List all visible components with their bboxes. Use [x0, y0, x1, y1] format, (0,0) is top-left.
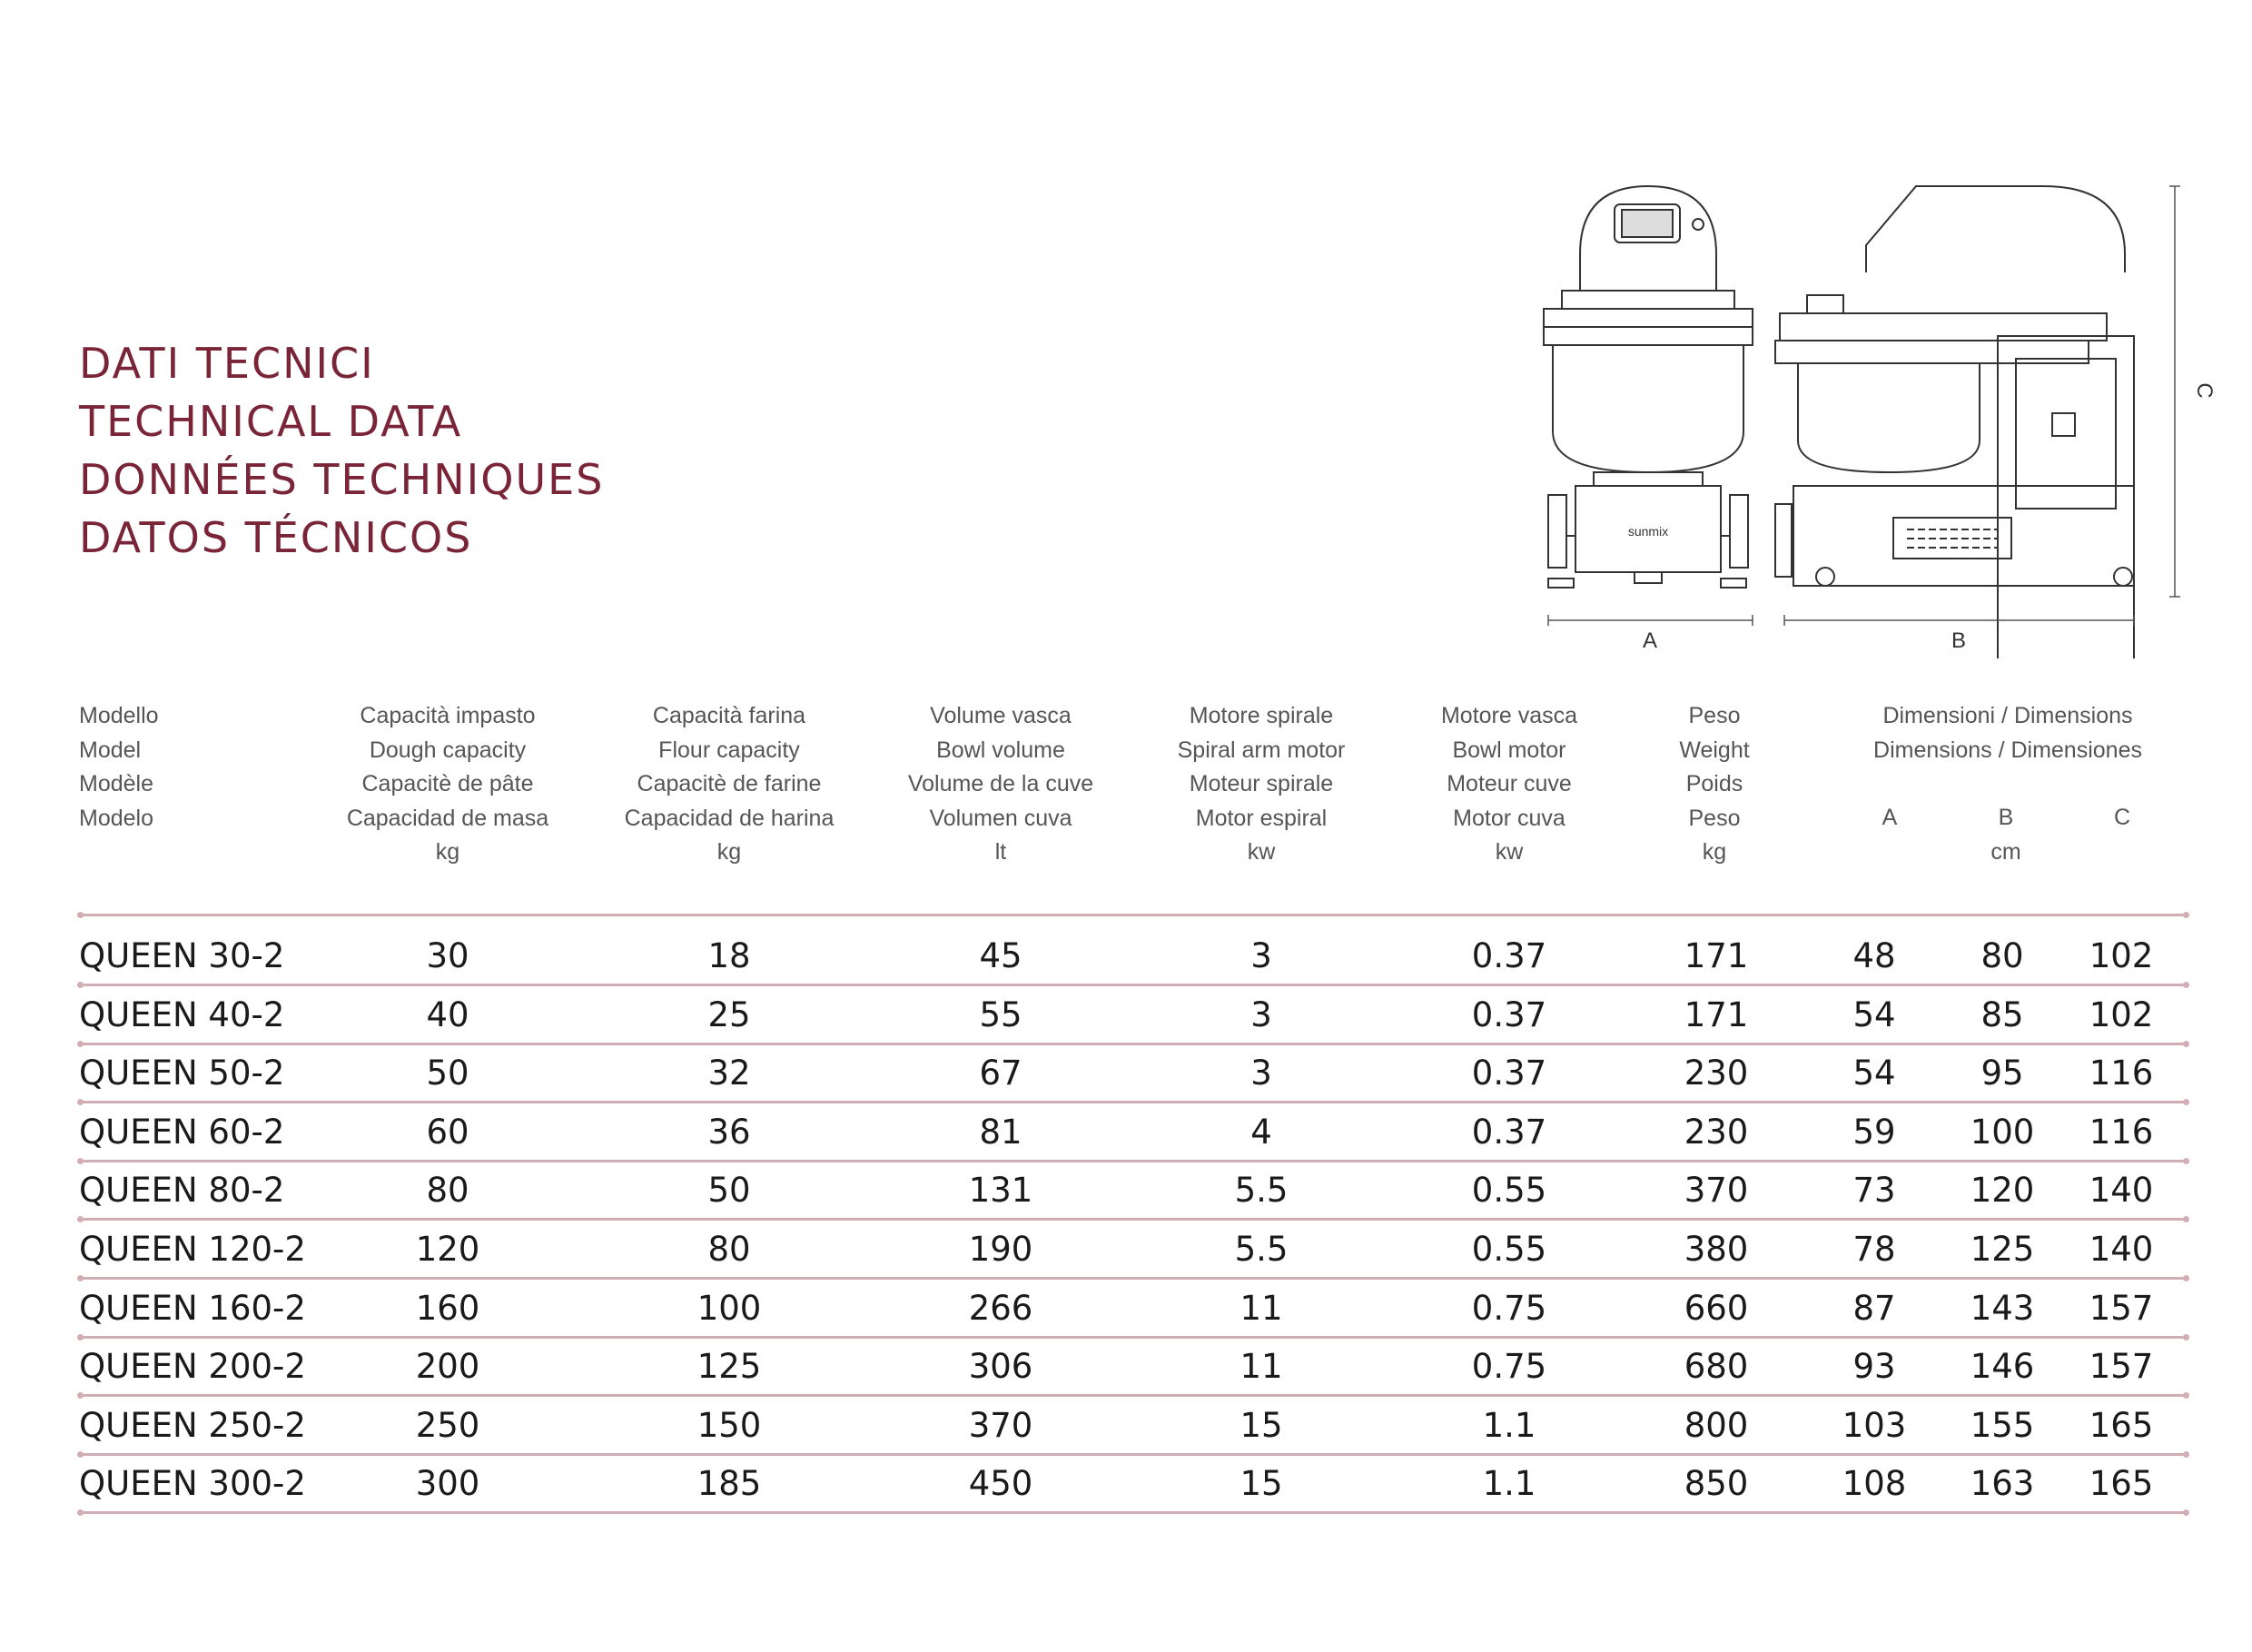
- cell-bowl: 55: [979, 994, 1022, 1034]
- cell-c: 157: [2089, 1288, 2154, 1328]
- row-separator: [80, 1160, 2187, 1162]
- cell-a: 73: [1852, 1171, 1896, 1211]
- cell-b: 125: [1970, 1230, 2035, 1269]
- header-dim-b: B: [1998, 805, 2014, 830]
- cell-dough: 200: [415, 1347, 480, 1387]
- cell-a: 87: [1852, 1288, 1896, 1328]
- cell-a: 59: [1852, 1112, 1896, 1152]
- cell-dough: 300: [415, 1464, 480, 1504]
- header-flour-capacity: Capacità farina Flour capacity Capacitè de farine Capacidad de harina kg: [624, 703, 835, 865]
- cell-flour: 50: [707, 1171, 751, 1211]
- cell-bowlmotor: 0.37: [1471, 936, 1547, 975]
- cell-flour: 32: [707, 1054, 751, 1093]
- header-weight: Peso Weight Poids Peso kg: [1679, 703, 1750, 865]
- brand-logo-text: sunmix: [1627, 524, 1669, 539]
- cell-flour: 80: [707, 1230, 751, 1269]
- row-separator: [80, 1101, 2187, 1103]
- title-en: TECHNICAL DATA: [79, 397, 463, 446]
- header-dim-a: A: [1882, 805, 1898, 830]
- cell-weight: 230: [1684, 1112, 1749, 1152]
- cell-c: 116: [2089, 1054, 2154, 1093]
- title-it: DATI TECNICI: [79, 339, 375, 388]
- cell-bowlmotor: 0.55: [1471, 1171, 1547, 1211]
- cell-weight: 680: [1684, 1347, 1749, 1387]
- cell-model: QUEEN 30-2: [79, 936, 285, 975]
- cell-model: QUEEN 250-2: [79, 1405, 306, 1445]
- header-bowl-motor: Motore vasca Bowl motor Moteur cuve Motor cuva kw: [1440, 703, 1578, 865]
- row-separator: [80, 1453, 2187, 1456]
- side-view-drawing: [1775, 186, 2134, 658]
- cell-a: 93: [1852, 1347, 1896, 1387]
- cell-c: 102: [2089, 994, 2154, 1034]
- cell-spiral: 15: [1240, 1464, 1283, 1504]
- cell-b: 143: [1970, 1288, 2035, 1328]
- cell-b: 100: [1970, 1112, 2035, 1152]
- cell-weight: 800: [1684, 1405, 1749, 1445]
- cell-spiral: 5.5: [1234, 1230, 1289, 1269]
- cell-bowl: 45: [979, 936, 1022, 975]
- cell-weight: 370: [1684, 1171, 1749, 1211]
- cell-model: QUEEN 300-2: [79, 1464, 306, 1504]
- header-spiral-motor: Motore spirale Spiral arm motor Moteur spirale Motor espiral kw: [1177, 703, 1346, 865]
- cell-c: 116: [2089, 1112, 2154, 1152]
- row-separator: [80, 1394, 2187, 1397]
- cell-b: 163: [1970, 1464, 2035, 1504]
- cell-dough: 120: [415, 1230, 480, 1269]
- cell-spiral: 11: [1240, 1347, 1283, 1387]
- cell-dough: 50: [426, 1054, 469, 1093]
- cell-spiral: 3: [1250, 994, 1272, 1034]
- cell-dough: 40: [426, 994, 469, 1034]
- cell-b: 80: [1980, 936, 2024, 975]
- cell-b: 146: [1970, 1347, 2035, 1387]
- cell-bowl: 306: [968, 1347, 1033, 1387]
- cell-flour: 150: [696, 1405, 762, 1445]
- cell-dough: 250: [415, 1405, 480, 1445]
- cell-c: 102: [2089, 936, 2154, 975]
- row-separator: [80, 1043, 2187, 1045]
- cell-dough: 80: [426, 1171, 469, 1211]
- cell-model: QUEEN 50-2: [79, 1054, 285, 1093]
- row-separator: [80, 1277, 2187, 1280]
- title-fr: DONNÉES TECHNIQUES: [79, 455, 605, 504]
- cell-c: 165: [2089, 1405, 2154, 1445]
- cell-model: QUEEN 160-2: [79, 1288, 306, 1328]
- cell-spiral: 11: [1240, 1288, 1283, 1328]
- dim-label-b: B: [1951, 628, 1967, 653]
- cell-bowlmotor: 0.55: [1471, 1230, 1547, 1269]
- cell-bowlmotor: 1.1: [1482, 1464, 1536, 1504]
- cell-a: 78: [1852, 1230, 1896, 1269]
- cell-a: 103: [1842, 1405, 1907, 1445]
- cell-a: 48: [1852, 936, 1896, 975]
- cell-b: 85: [1980, 994, 2024, 1034]
- dim-label-a: A: [1642, 628, 1658, 653]
- cell-b: 95: [1980, 1054, 2024, 1093]
- cell-weight: 171: [1684, 936, 1749, 975]
- cell-dough: 30: [426, 936, 469, 975]
- cell-model: QUEEN 40-2: [79, 994, 285, 1034]
- header-dimensions: Dimensioni / Dimensions Dimensions / Dimensiones: [1873, 703, 2142, 763]
- cell-bowlmotor: 0.37: [1471, 1054, 1547, 1093]
- page-title: [79, 334, 604, 567]
- cell-a: 54: [1852, 1054, 1896, 1093]
- title-es: DATOS TÉCNICOS: [79, 513, 473, 562]
- row-separator: [80, 1511, 2187, 1514]
- cell-weight: 850: [1684, 1464, 1749, 1504]
- cell-spiral: 3: [1250, 936, 1272, 975]
- cell-bowlmotor: 0.75: [1471, 1347, 1547, 1387]
- cell-spiral: 4: [1250, 1112, 1272, 1152]
- cell-bowl: 266: [968, 1288, 1033, 1328]
- cell-spiral: 15: [1240, 1405, 1283, 1445]
- cell-c: 157: [2089, 1347, 2154, 1387]
- cell-c: 165: [2089, 1464, 2154, 1504]
- cell-bowl: 131: [968, 1171, 1033, 1211]
- cell-model: QUEEN 80-2: [79, 1171, 285, 1211]
- cell-spiral: 5.5: [1234, 1171, 1289, 1211]
- cell-c: 140: [2089, 1230, 2154, 1269]
- header-dim-c: C: [2113, 805, 2131, 830]
- cell-bowlmotor: 1.1: [1482, 1405, 1536, 1445]
- cell-bowl: 190: [968, 1230, 1033, 1269]
- cell-weight: 171: [1684, 994, 1749, 1034]
- row-separator: [80, 1336, 2187, 1339]
- dim-label-c: C: [2192, 382, 2217, 399]
- header-dough-capacity: Capacità impasto Dough capacity Capacitè de pâte Capacidad de masa kg: [346, 703, 549, 865]
- cell-b: 120: [1970, 1171, 2035, 1211]
- cell-weight: 380: [1684, 1230, 1749, 1269]
- cell-model: QUEEN 200-2: [79, 1347, 306, 1387]
- cell-b: 155: [1970, 1405, 2035, 1445]
- cell-a: 54: [1852, 994, 1896, 1034]
- cell-weight: 660: [1684, 1288, 1749, 1328]
- cell-flour: 185: [696, 1464, 762, 1504]
- cell-weight: 230: [1684, 1054, 1749, 1093]
- cell-flour: 125: [696, 1347, 762, 1387]
- cell-dough: 60: [426, 1112, 469, 1152]
- row-separator: [80, 984, 2187, 986]
- cell-model: QUEEN 120-2: [79, 1230, 306, 1269]
- header-model: Modello Model Modèle Modelo: [79, 703, 159, 831]
- cell-flour: 100: [696, 1288, 762, 1328]
- row-separator: [80, 1218, 2187, 1221]
- header-bowl-volume: Volume vasca Bowl volume Volume de la cuve Volumen cuva lt: [907, 703, 1094, 865]
- cell-bowl: 370: [968, 1405, 1033, 1445]
- cell-spiral: 3: [1250, 1054, 1272, 1093]
- cell-flour: 36: [707, 1112, 751, 1152]
- cell-flour: 18: [707, 936, 751, 975]
- cell-flour: 25: [707, 994, 751, 1034]
- cell-model: QUEEN 60-2: [79, 1112, 285, 1152]
- cell-c: 140: [2089, 1171, 2154, 1211]
- header-dim-unit: cm: [1990, 839, 2021, 865]
- table-top-rule: [80, 914, 2187, 916]
- cell-a: 108: [1842, 1464, 1907, 1504]
- mixer-technical-drawings: [1535, 177, 2225, 658]
- cell-bowlmotor: 0.75: [1471, 1288, 1547, 1328]
- cell-bowlmotor: 0.37: [1471, 1112, 1547, 1152]
- cell-dough: 160: [415, 1288, 480, 1328]
- cell-bowl: 450: [968, 1464, 1033, 1504]
- cell-bowl: 67: [979, 1054, 1022, 1093]
- cell-bowlmotor: 0.37: [1471, 994, 1547, 1034]
- cell-bowl: 81: [979, 1112, 1022, 1152]
